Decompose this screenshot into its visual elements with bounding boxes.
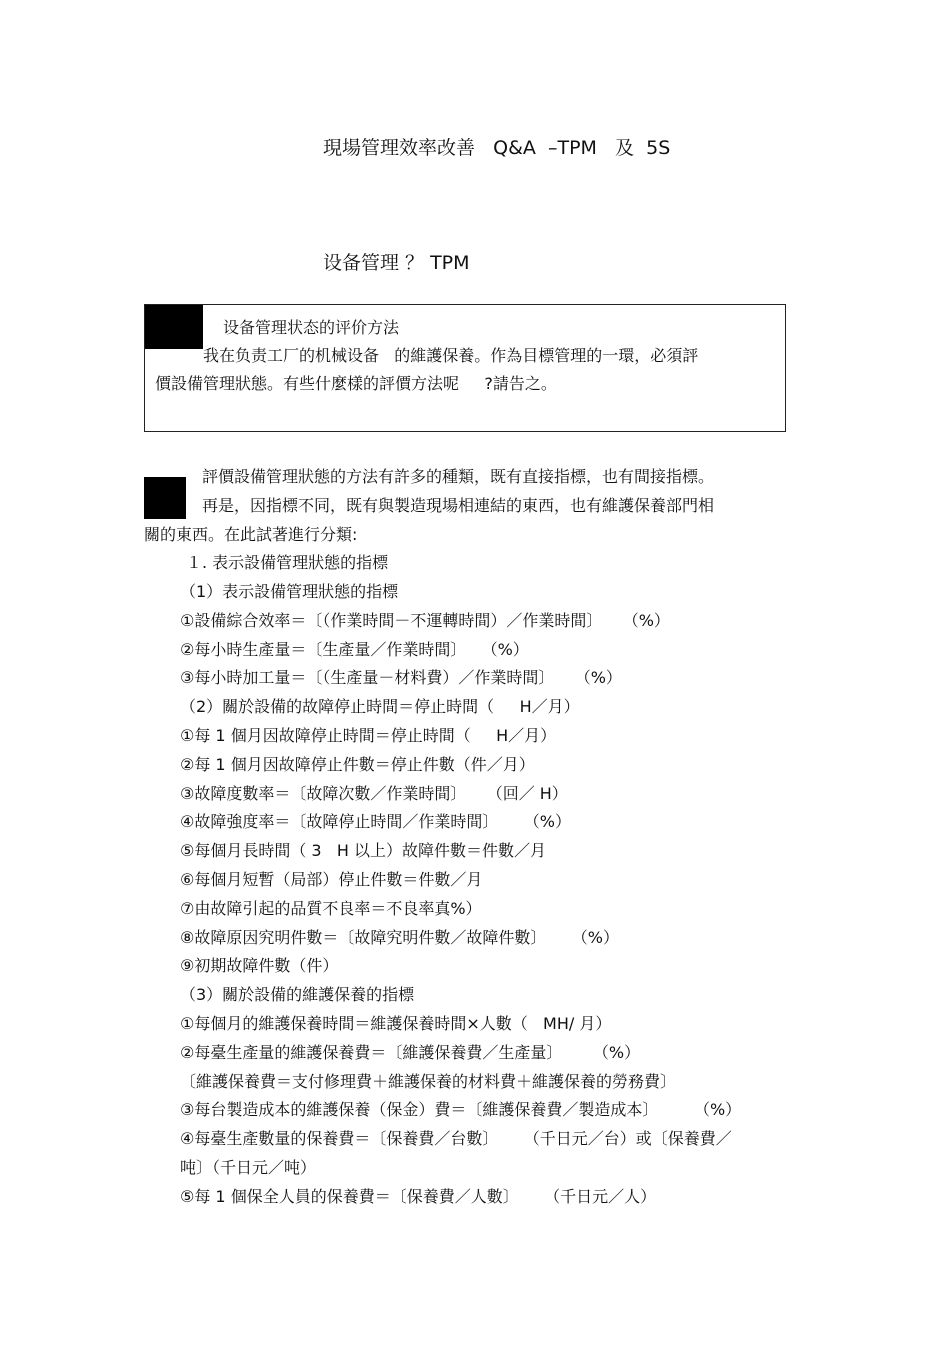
list-item: ③每小時加工量＝〔（生產量－材料費）／作業時間〕 （%） xyxy=(180,668,622,687)
question-text-line: 我在负责工厂的机械设备 的維護保養。作為目標管理的一環，必須評 xyxy=(203,346,699,365)
question-box xyxy=(144,304,786,432)
subheading-line: （2）關於設備的故障停止時間＝停止時間（ H／月） xyxy=(180,697,580,716)
list-item: ③每台製造成本的維護保養（保金）費＝〔維護保養費／製造成本〕 （%） xyxy=(180,1100,742,1119)
list-item: ⑨初期故障件數（件） xyxy=(180,956,339,975)
list-item: ①每個月的維護保養時間＝維護保養時間×人數（ MH/ 月） xyxy=(180,1014,612,1033)
question-marker xyxy=(145,305,203,349)
list-item: ⑤每 1 個保全人員的保養費＝〔保養費／人數〕 （千日元／人） xyxy=(180,1187,657,1206)
list-item: ①每 1 個月因故障停止時間＝停止時間（ H／月） xyxy=(180,726,557,745)
question-title: 设备管理状态的评价方法 xyxy=(223,318,400,337)
heading-line: １. 表示設備管理狀態的指標 xyxy=(186,553,389,572)
list-item: ②每臺生產量的維護保養費＝〔維護保養費／生產量〕 （%） xyxy=(180,1043,641,1062)
list-item: ④故障強度率＝〔故障停止時間／作業時間〕 （%） xyxy=(180,812,571,831)
list-item: ①設備綜合效率＝〔（作業時間－不運轉時間）／作業時間〕 （%） xyxy=(180,611,670,630)
section-title: 设备管理 ？ TPM xyxy=(323,252,470,274)
answer-marker xyxy=(144,477,186,519)
subheading-line: （1）表示設備管理狀態的指標 xyxy=(180,582,399,601)
list-item: ⑧故障原因究明件數＝〔故障究明件數／故障件數〕 （%） xyxy=(180,928,619,947)
answer-intro-line: 評價設備管理狀態的方法有許多的種類，既有直接指標，也有間接指標。 xyxy=(202,467,715,486)
list-item: ②每 1 個月因故障停止件數＝停止件數（件／月） xyxy=(180,755,535,774)
question-text-line: 價設備管理狀態。有些什麼樣的評價方法呢 ?請告之。 xyxy=(155,374,557,393)
list-item-continuation: 吨〕（千日元／吨） xyxy=(180,1158,317,1177)
answer-intro-line: 關的東西。在此試著進行分類: xyxy=(144,525,358,544)
list-item: ⑥每個月短暫（局部）停止件數＝件數／月 xyxy=(180,870,483,889)
document-title: 現場管理效率改善 Q&A –TPM 及 5S xyxy=(323,137,671,159)
list-item: ⑦由故障引起的品質不良率＝不良率真%） xyxy=(180,899,482,918)
subheading-line: （3）關於設備的維護保養的指標 xyxy=(180,985,415,1004)
list-item: ④每臺生產數量的保養費＝〔保養費／台數〕 （千日元／台）或〔保養費／ xyxy=(180,1129,732,1148)
answer-intro-line: 再是，因指標不同，既有與製造現場相連結的東西，也有維護保養部門相 xyxy=(202,496,715,515)
list-item: ③故障度數率＝〔故障次數／作業時間〕 （回／ H） xyxy=(180,784,568,803)
list-item: ②每小時生產量＝〔生產量／作業時間〕 （%） xyxy=(180,640,529,659)
list-item: 〔維護保養費＝支付修理費＋維護保養的材料費＋維護保養的勞務費〕 xyxy=(180,1072,677,1091)
list-item: ⑤每個月長時間（ 3 H 以上）故障件數＝件數／月 xyxy=(180,841,546,860)
